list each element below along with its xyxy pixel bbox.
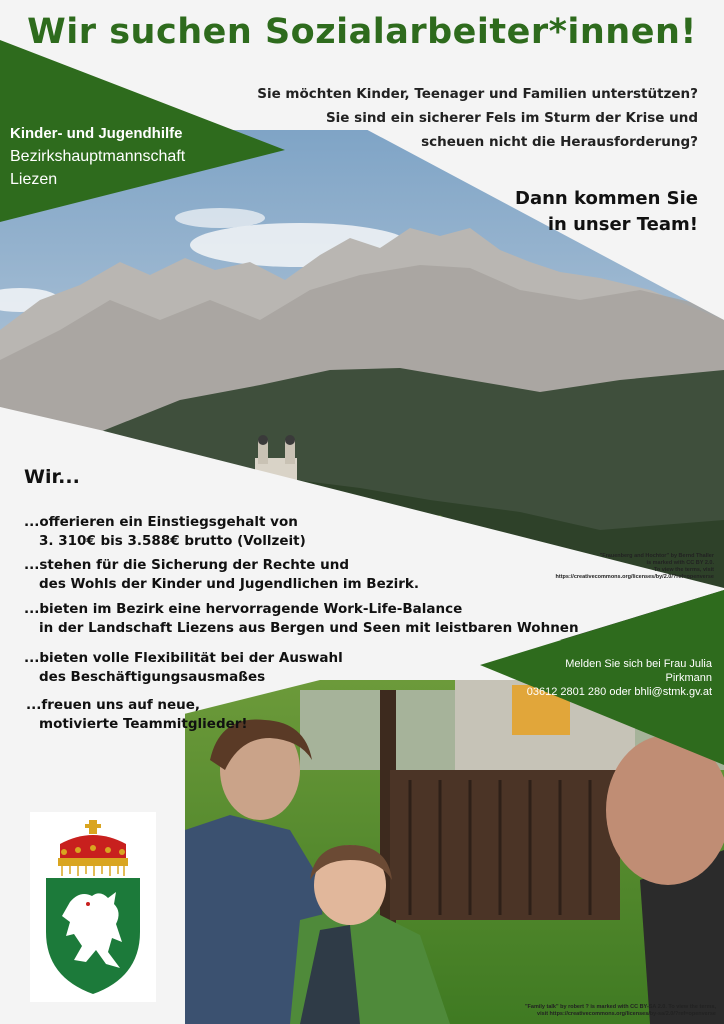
styrian-coat-of-arms-icon: [30, 812, 156, 1002]
credit-2-line-2: visit https://creativecommons.org/licenses/by-sa/2.0/?ref=openverse: [537, 1011, 716, 1017]
page-title: Wir suchen Sozialarbeiter*innen!: [27, 12, 697, 52]
credit-2-line-1: "Family talk" by robert ? is marked with CC BY-SA 2.0. To view the terms,: [524, 1004, 716, 1010]
offer-item-4-line-2: des Beschäftigungsausmaßes: [39, 669, 266, 685]
question-line-3: scheuen nicht die Herausforderung?: [421, 134, 698, 150]
credit-1-line-2: is marked with CC BY 2.0.: [646, 560, 714, 566]
department-line-3: Liezen: [10, 171, 58, 188]
coat-of-arms-panel: [30, 812, 156, 1002]
offer-item-4-line-1: ...bieten volle Flexibilität bei der Auswahl: [24, 650, 343, 666]
credit-1-line-1: "Frauenberg and Hochtor" by Bernd Thaller: [599, 553, 714, 559]
offer-item-2-line-1: ...stehen für die Sicherung der Rechte und: [24, 557, 349, 573]
offer-item-3-line-1: ...bieten im Bezirk eine hervorragende Work-Life-Balance: [24, 601, 463, 617]
offer-item-3-line-2: in der Landschaft Liezens aus Bergen und Seen mit leistbaren Wohnen: [39, 620, 579, 636]
question-line-1: Sie möchten Kinder, Teenager und Familien unterstützen?: [257, 86, 698, 102]
question-line-2: Sie sind ein sicherer Fels im Sturm der Krise und: [325, 110, 698, 126]
offer-item-1-line-2: 3. 310€ bis 3.588€ brutto (Vollzeit): [39, 533, 306, 549]
department-line-1: Kinder- und Jugendhilfe: [10, 125, 183, 142]
credit-1-line-3: To view the terms, visit: [653, 567, 714, 573]
offer-item-1-line-1: ...offerieren ein Einstiegsgehalt von: [24, 514, 298, 530]
cta-line-1: Dann kommen Sie: [515, 188, 698, 209]
offer-heading: Wir...: [24, 466, 80, 488]
contact-line-1: Melden Sie sich bei Frau Julia Pirkmann: [565, 658, 712, 684]
contact-block: [520, 657, 712, 699]
cta-line-2: in unser Team!: [547, 214, 698, 235]
department-line-2: Bezirkshauptmannschaft: [10, 148, 186, 165]
offer-item-5-line-1: ...freuen uns auf neue,: [26, 697, 201, 713]
credit-1-line-4: https://creativecommons.org/licenses/by/2.0/?ref=openverse: [555, 574, 714, 580]
photo-credit-mountain: [556, 553, 715, 581]
offer-item-2-line-2: des Wohls der Kinder und Jugendlichen im Bezirk.: [39, 576, 420, 592]
department-block: [10, 122, 185, 191]
contact-line-2: 03612 2801 280 oder bhli@stmk.gv.at: [526, 686, 712, 698]
offer-item-5-line-2: motivierte Teammitglieder!: [39, 716, 248, 732]
photo-credit-family: [525, 1004, 716, 1018]
